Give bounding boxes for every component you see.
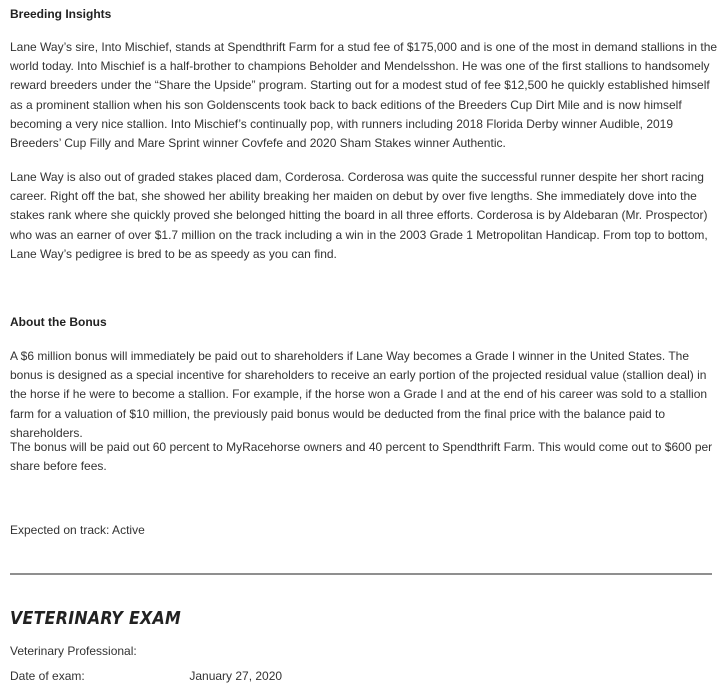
bonus-paragraph-split: The bonus will be paid out 60 percent to MyRacehorse owners and 40 percent to Spendthrift Farm. This would come out to $600 per share before fees. bbox=[10, 440, 713, 474]
about-bonus-heading: About the Bonus bbox=[10, 315, 107, 329]
vet-professional-label: Veterinary Professional: bbox=[10, 644, 137, 658]
vet-date-value: January 27, 2020 bbox=[189, 669, 283, 683]
veterinary-exam-title: VETERINARY EXAM bbox=[10, 608, 182, 629]
breeding-insights-heading: Breeding Insights bbox=[10, 7, 112, 21]
vet-date-label: Date of exam: bbox=[10, 669, 85, 683]
breeding-paragraph-sire: Lane Way’s sire, Into Mischief, stands at Spendthrift Farm for a stud fee of $175,000 and is one of the most in demand stallions in the world today. Into Mischief is a half-brother to champions Beholder and Mendelsshon. He was one of the first stallions to handsomely reward breeders under the “Share the Upside” program. Starting out for a modest stud of fee $12,500 he quickly established himself as a prominent stallion when his son Goldenscents took back to back editions of the Breeders Cup Dirt Mile and is now himself becoming a very nice stallion. Into Mischief’s continually pop, with runners including 2018 Florida Derby winner Audible, 2019 Breeders’ Cup Filly and Mare Sprint winner Covfefe and 2020 Sham Stakes winner Authentic. bbox=[10, 40, 718, 151]
section-divider bbox=[10, 573, 712, 575]
breeding-paragraph-dam: Lane Way is also out of graded stakes placed dam, Corderosa. Corderosa was quite the successful runner despite her short racing career. Right off the bat, she showed her ability breaking her maiden on debut by over five lengths. She immediately dove into the stakes rank where she quickly proved she belonged hitting the board in all three efforts. Corderosa is by Aldebaran (Mr. Prospector) who was an earner of over $1.7 million on the track including a win in the 2003 Grade 1 Metropolitan Handicap. From top to bottom, Lane Way’s pedigree is bred to be as speedy as you can find. bbox=[10, 170, 708, 261]
track-status: Expected on track: Active bbox=[10, 523, 145, 537]
vet-date-row bbox=[10, 669, 282, 683]
bonus-paragraph-details: A $6 million bonus will immediately be paid out to shareholders if Lane Way becomes a Grade I winner in the United States. The bonus is designed as a special incentive for shareholders to receive an early portion of the projected residual value (stallion deal) in the horse if he were to become a stallion. For example, if the horse won a Grade I and at the end of his career was sold to a stallion farm for a valuation of $10 million, the previously paid bonus would be deducted from the final price with the balance paid to shareholders. bbox=[10, 349, 708, 440]
vet-professional-row bbox=[10, 644, 189, 658]
